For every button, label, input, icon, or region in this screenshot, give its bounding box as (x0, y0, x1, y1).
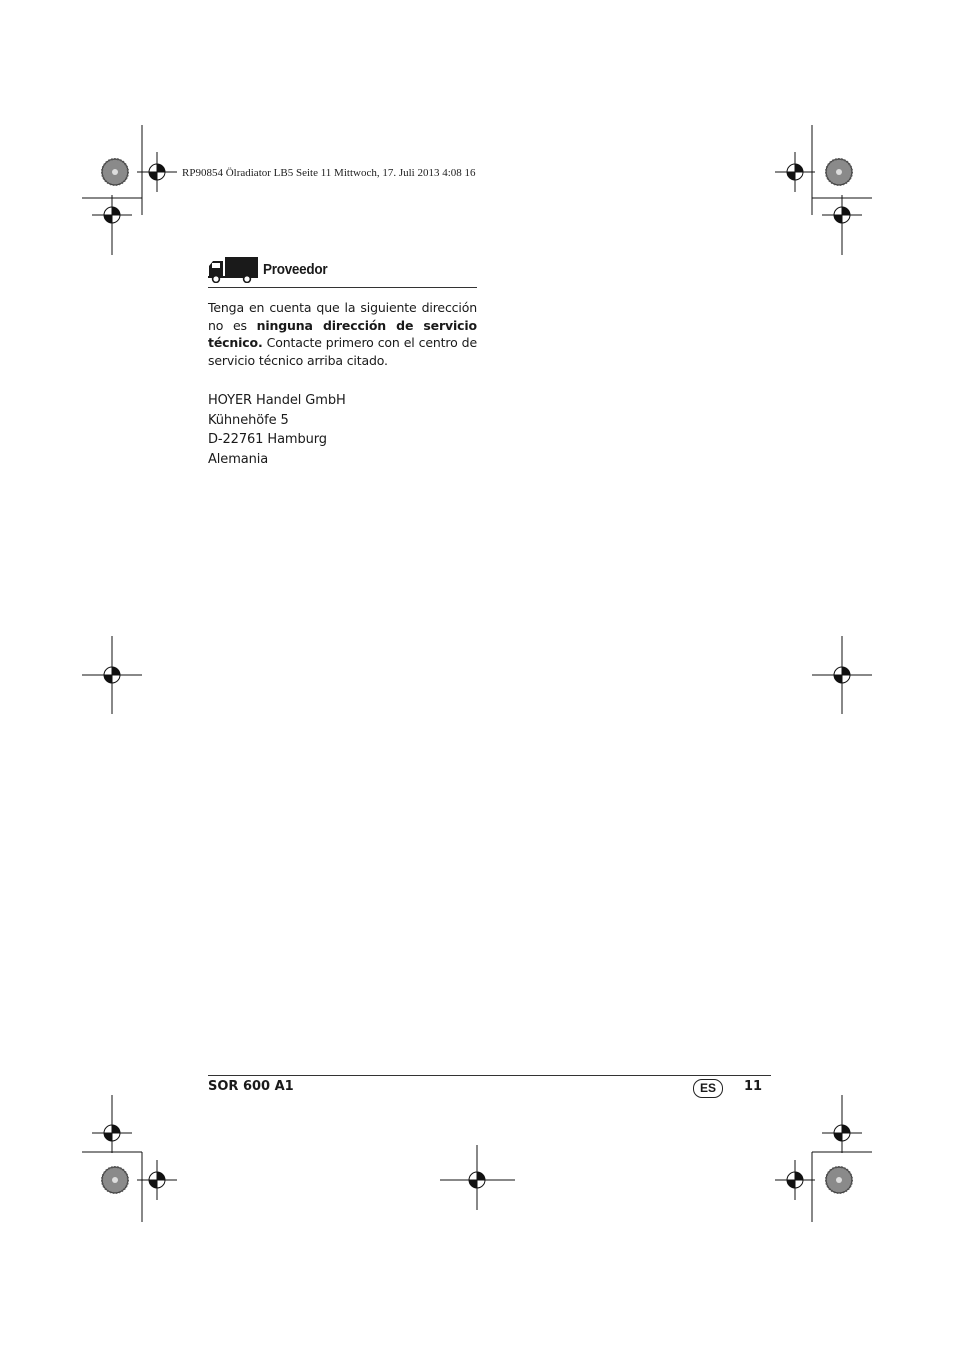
registration-mark-top-left-1 (137, 152, 177, 192)
section-title: Proveedor (263, 261, 328, 278)
star-target-top-right (826, 159, 852, 185)
registration-mark-bottom-right-2 (775, 1160, 815, 1200)
print-header: RP90854 Ölradiator LB5 Seite 11 Mittwoch, 17. Juli 2013 4:08 16 (182, 167, 476, 179)
star-target-bottom-left (102, 1167, 128, 1193)
address-company: HOYER Handel GmbH (208, 393, 346, 408)
notice-text-start: Tenga en cuenta que la siguiente dirección no es (208, 300, 477, 333)
star-target-bottom-right (826, 1167, 852, 1193)
section-divider (208, 287, 477, 288)
address-country: Alemania (208, 451, 269, 467)
registration-mark-bottom-left-2 (137, 1160, 177, 1200)
model-number: SOR 600 A1 (208, 1079, 294, 1094)
address-city: D-22761 Hamburg (208, 432, 327, 447)
language-badge: ES (693, 1079, 723, 1098)
notice-text-end: Contacte primero con el centro de servicio técnico arriba citado. (208, 335, 477, 369)
notice-text-bold: ninguna dirección de servicio técnico. (208, 317, 477, 351)
address-street: Kühnehöfe 5 (208, 412, 289, 428)
registration-mark-top-right-1 (775, 152, 815, 192)
footer-divider (208, 1075, 771, 1076)
supplier-address (208, 391, 346, 469)
truck-icon (208, 255, 258, 283)
page-number: 11 (744, 1079, 763, 1094)
star-target-top-left (102, 159, 128, 185)
notice-paragraph (208, 299, 477, 370)
